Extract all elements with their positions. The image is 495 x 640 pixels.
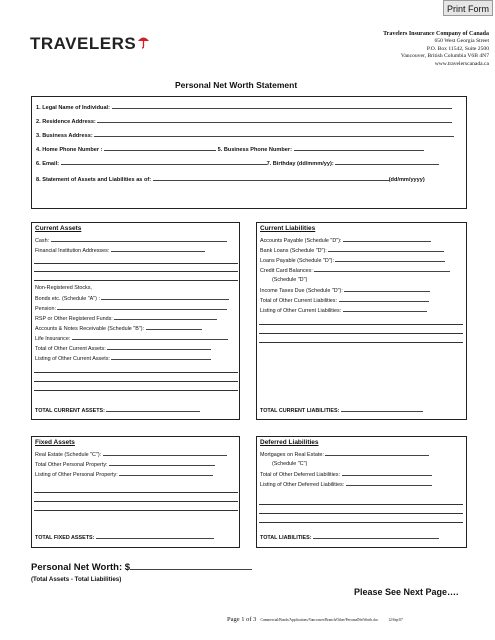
birthday-label: 7. Birthday (dd/mmm/yy):: [266, 161, 334, 167]
life-ins-field[interactable]: [72, 335, 228, 340]
email-label: 6. Email:: [36, 161, 60, 167]
blank-line[interactable]: [34, 372, 238, 373]
listing-other-ca-row: [35, 355, 211, 362]
listing-other-pp-label: Listing of Other Personal Property:: [35, 472, 118, 478]
travelers-logo: [30, 34, 150, 54]
total-fixed-assets-row: [35, 533, 214, 541]
income-taxes-field[interactable]: [344, 287, 430, 292]
listing-other-dl-row: [260, 481, 432, 488]
bonds-row: [35, 295, 229, 302]
cash-field[interactable]: [51, 237, 227, 242]
blank-line[interactable]: [259, 342, 463, 343]
blank-line[interactable]: [259, 513, 463, 514]
income-taxes-row: [260, 287, 430, 294]
total-other-ca-row: [35, 345, 211, 352]
current-liabilities-panel: [256, 222, 467, 420]
current-assets-panel: [31, 222, 240, 420]
fin-addresses-label: Financial Institution Addresses:: [35, 248, 110, 254]
net-worth-field[interactable]: [130, 562, 252, 570]
birthday-field[interactable]: [335, 159, 439, 165]
life-ins-label: Life Insurance:: [35, 336, 71, 342]
total-current-liabilities-field[interactable]: [341, 406, 423, 412]
company-name: Travelers Insurance Company of Canada: [383, 31, 489, 37]
total-other-ca-field[interactable]: [107, 345, 211, 350]
residence-row: [36, 117, 452, 125]
listing-other-dl-label: Listing of Other Deferred Liabilities:: [260, 482, 345, 488]
residence-field[interactable]: [97, 117, 452, 123]
fin-addresses-row: [35, 247, 205, 254]
listing-other-dl-field[interactable]: [346, 481, 432, 486]
address-line: Vancouver, British Columbia V6B 4N7: [400, 53, 489, 60]
total-other-cl-row: [260, 297, 429, 304]
business-label: 3. Business Address:: [36, 133, 93, 139]
accounts-notes-field[interactable]: [146, 325, 202, 330]
current-assets-title: Current Assets: [35, 225, 82, 232]
total-current-assets-label: TOTAL CURRENT ASSETS:: [35, 408, 105, 414]
total-other-dl-label: Total of Other Deferred Liabilities:: [260, 472, 340, 478]
logo-text: TRAVELERS: [30, 34, 137, 53]
statement-label: 8. Statement of Assets and Liabilities as of:: [36, 177, 152, 183]
business-phone-label: 5. Business Phone Number:: [217, 147, 292, 153]
pension-field[interactable]: [57, 305, 227, 310]
income-taxes-label: Income Taxes Due (Schedule "D"):: [260, 288, 343, 294]
blank-line[interactable]: [259, 333, 463, 334]
bonds-field[interactable]: [101, 295, 229, 300]
accounts-notes-label: Accounts & Notes Receivable (Schedule "B"):: [35, 326, 144, 332]
blank-line[interactable]: [34, 280, 238, 281]
page-footer: [227, 616, 403, 623]
deferred-liabilities-title: Deferred Liabilities: [260, 439, 319, 446]
legal-name-field[interactable]: [112, 103, 452, 109]
residence-label: 2. Residence Address:: [36, 119, 96, 125]
real-estate-row: [35, 451, 227, 458]
document-path: Commercial/Bonds/Applications/Vancouver/Branch/Other/PersonalNetWorth.doc: [260, 618, 379, 622]
credit-cards-label: Credit Card Balances:: [260, 268, 313, 274]
listing-other-pp-field[interactable]: [119, 471, 213, 476]
loans-payable-row: [260, 257, 445, 264]
listing-other-cl-row: [260, 307, 427, 314]
rsp-row: [35, 315, 217, 322]
applicant-info-box: [31, 96, 467, 209]
total-liabilities-label: TOTAL LIABILITIES:: [260, 535, 312, 541]
cash-row: [35, 237, 227, 244]
bank-loans-label: Bank Loans (Schedule "D"):: [260, 248, 327, 254]
fixed-assets-panel: [31, 436, 240, 548]
total-other-cl-field[interactable]: [339, 297, 429, 302]
accounts-payable-row: [260, 237, 431, 244]
accounts-payable-label: Accounts Payable (Schedule "D"):: [260, 238, 342, 244]
business-field[interactable]: [94, 131, 454, 137]
total-other-pp-label: Total Other Personal Property:: [35, 462, 108, 468]
statement-suffix: (dd/mm/yyyy): [388, 177, 425, 183]
blank-line[interactable]: [34, 390, 238, 391]
net-worth-row: [31, 562, 252, 573]
blank-line[interactable]: [34, 263, 238, 264]
business-phone-field[interactable]: [294, 145, 424, 151]
deferred-liabilities-panel: [256, 436, 467, 548]
home-phone-field[interactable]: [104, 145, 216, 151]
listing-other-pp-row: [35, 471, 213, 478]
non-reg-row: [35, 285, 92, 291]
page-number: Page 1 of 3: [227, 616, 257, 623]
mortgages-label: Mortgages on Real Estate:: [260, 452, 324, 458]
statement-date-field[interactable]: [153, 175, 389, 181]
page-title: Personal Net Worth Statement: [175, 80, 298, 90]
address-line: P.O. Box 11542, Suite 2500: [426, 45, 489, 52]
business-row: [36, 131, 454, 139]
total-other-dl-row: [260, 471, 432, 478]
total-liabilities-field[interactable]: [313, 533, 439, 539]
net-worth-formula: (Total Assets - Total Liabilities): [31, 576, 122, 583]
blank-line[interactable]: [34, 271, 238, 272]
blank-line[interactable]: [34, 501, 238, 502]
address-line: 650 West Georgia Street: [434, 38, 489, 45]
non-reg-label: Non-Registered Stocks,: [35, 285, 92, 291]
legal-name-label: 1. Legal Name of Individual:: [36, 105, 110, 111]
real-estate-field[interactable]: [103, 451, 227, 456]
blank-line[interactable]: [259, 504, 463, 505]
statement-row: [36, 175, 425, 183]
listing-other-ca-field[interactable]: [111, 355, 211, 360]
email-field[interactable]: [61, 159, 267, 165]
fixed-assets-title: Fixed Assets: [35, 439, 75, 446]
umbrella-icon: [137, 34, 150, 54]
credit-cards-row: [260, 267, 450, 274]
total-other-cl-label: Total of Other Current Liabilities:: [260, 298, 337, 304]
total-current-assets-row: [35, 406, 200, 414]
blank-line[interactable]: [259, 324, 463, 325]
rsp-label: RSP or Other Registered Funds:: [35, 316, 113, 322]
total-other-dl-field[interactable]: [342, 471, 432, 476]
net-worth-label: Personal Net Worth: $: [31, 562, 131, 573]
schedule-d-note: (Schedule "D"): [272, 277, 308, 283]
company-address-block: [289, 31, 489, 68]
blank-line[interactable]: [34, 381, 238, 382]
rsp-field[interactable]: [114, 315, 217, 320]
life-ins-row: [35, 335, 228, 342]
total-other-ca-label: Total of Other Current Assets:: [35, 346, 106, 352]
total-current-assets-field[interactable]: [106, 406, 200, 412]
total-current-liabilities-row: [260, 406, 423, 414]
bonds-label: Bonds etc. (Schedule "A") :: [35, 296, 100, 302]
schedule-c-note: (Schedule "C"): [272, 461, 308, 467]
loans-payable-label: Loans Payable (Schedule "D"):: [260, 258, 334, 264]
total-other-pp-field[interactable]: [109, 461, 215, 466]
bank-loans-field[interactable]: [328, 247, 444, 252]
phone-row: [36, 145, 424, 153]
cash-label: Cash:: [35, 238, 50, 244]
legal-name-row: [36, 103, 452, 111]
accounts-notes-row: [35, 325, 202, 332]
mortgages-field[interactable]: [325, 451, 429, 456]
loans-payable-field[interactable]: [335, 257, 445, 262]
print-form-button[interactable]: Print Form: [443, 0, 493, 16]
listing-other-cl-field[interactable]: [343, 307, 427, 312]
listing-other-cl-label: Listing of Other Current Liabilities:: [260, 308, 342, 314]
total-fixed-assets-label: TOTAL FIXED ASSETS:: [35, 535, 95, 541]
current-liabilities-title: Current Liabilities: [260, 225, 316, 232]
blank-line[interactable]: [34, 510, 238, 511]
email-row: [36, 159, 439, 167]
accounts-payable-field[interactable]: [343, 237, 431, 242]
real-estate-label: Real Estate (Schedule "C"):: [35, 452, 102, 458]
pension-row: [35, 305, 227, 312]
mortgages-row: [260, 451, 429, 458]
total-other-pp-row: [35, 461, 215, 468]
total-current-liabilities-label: TOTAL CURRENT LIABILITIES:: [260, 408, 340, 414]
blank-line[interactable]: [259, 522, 463, 523]
next-page-note: Please See Next Page….: [354, 587, 459, 597]
website: www.travelerscanada.ca: [434, 60, 489, 67]
total-liabilities-row: [260, 533, 439, 541]
bank-loans-row: [260, 247, 444, 254]
document-version: 12/Sep/07: [388, 618, 403, 622]
listing-other-ca-label: Listing of Other Current Assets:: [35, 356, 110, 362]
blank-line[interactable]: [34, 492, 238, 493]
total-fixed-assets-field[interactable]: [96, 533, 214, 539]
credit-cards-field[interactable]: [314, 267, 450, 272]
pension-label: Pension:: [35, 306, 56, 312]
fin-addresses-field[interactable]: [111, 247, 205, 252]
home-phone-label: 4. Home Phone Number :: [36, 147, 103, 153]
